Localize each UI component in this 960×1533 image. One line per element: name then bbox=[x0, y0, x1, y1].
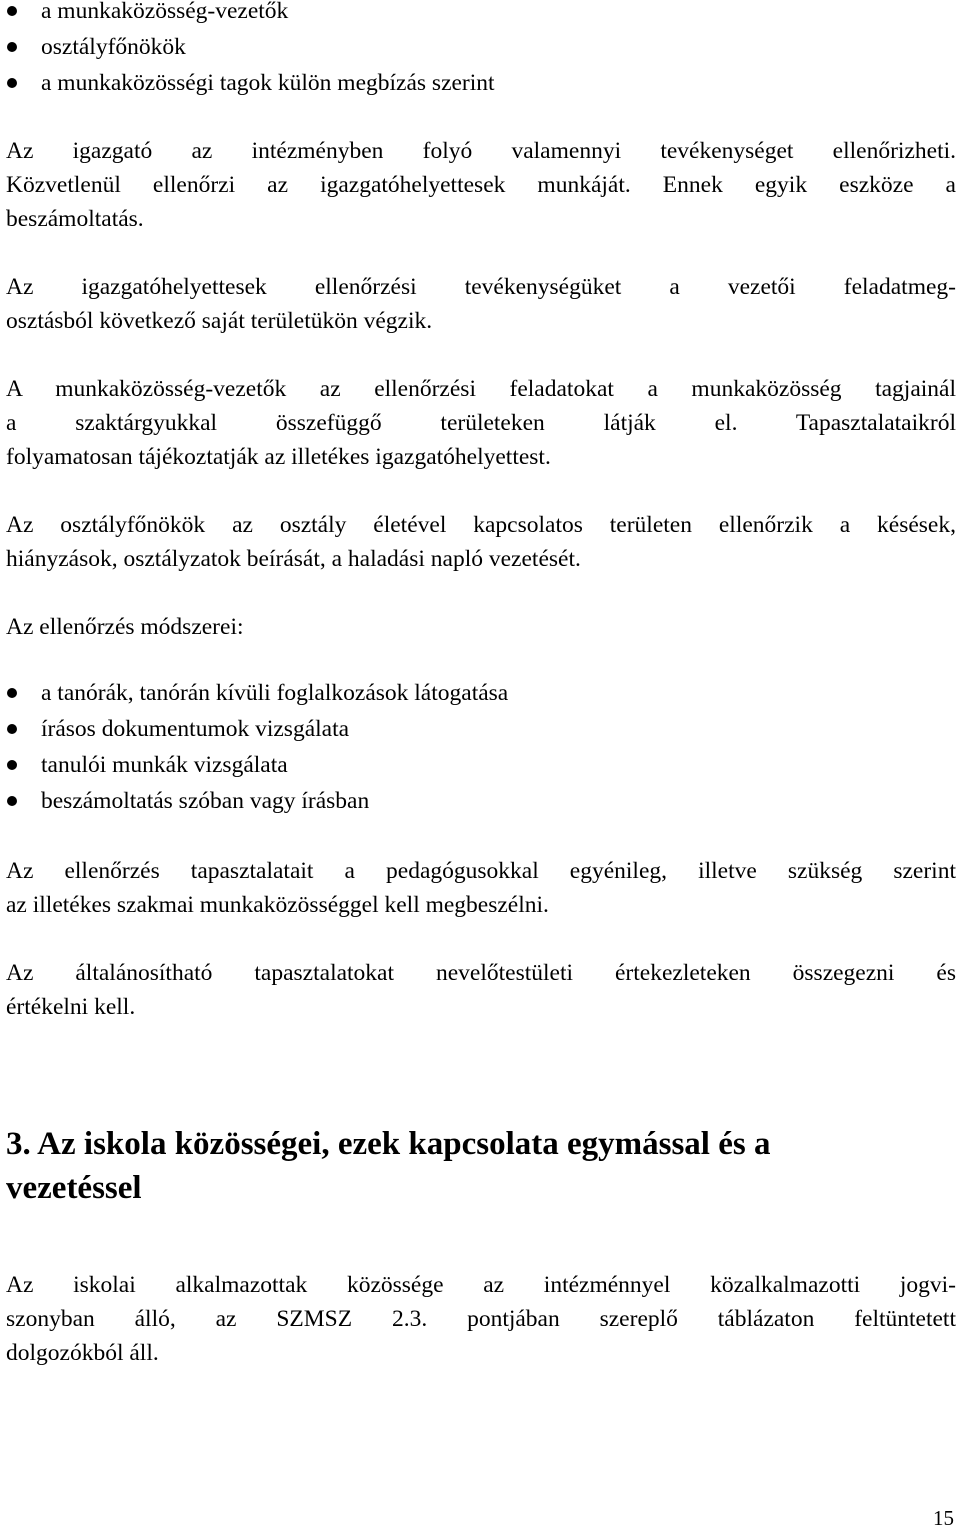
list-item-text: a tanórák, tanórán kívüli foglalkozások látogatása bbox=[41, 680, 509, 706]
list-item bbox=[0, 30, 950, 66]
paragraph-line: folyamatosan tájékoztatják az illetékes igazgatóhelyettest. bbox=[6, 444, 551, 470]
list-item bbox=[0, 66, 950, 102]
paragraph-line: Az iskolai alkalmazottak közössége az intézménnyel közalkalmazotti jogvi- bbox=[6, 1272, 956, 1298]
paragraph-line: dolgozókból áll. bbox=[6, 1340, 159, 1366]
paragraph-workgroup-leaders bbox=[6, 372, 956, 474]
list-item-text: osztályfőnökök bbox=[41, 34, 186, 60]
list-item-text: tanulói munkák vizsgálata bbox=[41, 752, 288, 778]
bullet-icon bbox=[7, 6, 17, 16]
section-heading bbox=[6, 1122, 956, 1210]
list-item bbox=[0, 676, 950, 712]
page-number: 15 bbox=[933, 1506, 954, 1530]
paragraph-line: szonyban álló, az SZMSZ 2.3. pontjában szereplő táblázaton feltüntetett bbox=[6, 1306, 956, 1332]
list-item bbox=[0, 0, 950, 30]
paragraph-line: Az ellenőrzés tapasztalatait a pedagógusokkal egyénileg, illetve szükség szerint bbox=[6, 858, 956, 884]
heading-line: 3. Az iskola közösségei, ezek kapcsolata egymással és a bbox=[6, 1126, 771, 1162]
list-item-text: a munkaközösségi tagok külön megbízás szerint bbox=[41, 70, 495, 96]
paragraph-experience-discussion bbox=[6, 854, 956, 922]
list-item bbox=[0, 784, 950, 820]
bullet-icon bbox=[7, 688, 17, 698]
list-item-text: írásos dokumentumok vizsgálata bbox=[41, 716, 350, 742]
paragraph-line: Az osztályfőnökök az osztály életével kapcsolatos területen ellenőrzik a késések, bbox=[6, 512, 956, 538]
paragraph-line: Az ellenőrzés módszerei: bbox=[6, 614, 244, 640]
paragraph-line: a szaktárgyukkal összefüggő területeken látják el. Tapasztalataikról bbox=[6, 410, 956, 436]
top-bullet-list bbox=[0, 0, 950, 102]
list-item bbox=[0, 712, 950, 748]
list-item bbox=[0, 748, 950, 784]
methods-intro bbox=[6, 610, 956, 644]
paragraph-line: Az igazgató az intézményben folyó valamennyi tevékenységet ellenőrizheti. bbox=[6, 138, 956, 164]
paragraph-line: beszámoltatás. bbox=[6, 206, 144, 232]
bullet-icon bbox=[7, 760, 17, 770]
paragraph-line: Az általánosítható tapasztalatokat nevelőtestületi értekezleteken összegezni és bbox=[6, 960, 956, 986]
list-item-text: beszámoltatás szóban vagy írásban bbox=[41, 788, 370, 814]
bullet-icon bbox=[7, 724, 17, 734]
bullet-icon bbox=[7, 42, 17, 52]
paragraph-general-experience bbox=[6, 956, 956, 1024]
paragraph-staff-community bbox=[6, 1268, 956, 1370]
bullet-icon bbox=[7, 796, 17, 806]
methods-bullet-list bbox=[0, 676, 950, 820]
paragraph-line: értékelni kell. bbox=[6, 994, 136, 1020]
paragraph-line: osztásból következő saját területükön végzik. bbox=[6, 308, 433, 334]
paragraph-line: az illetékes szakmai munkaközösséggel kell megbeszélni. bbox=[6, 892, 549, 918]
paragraph-line: A munkaközösség-vezetők az ellenőrzési feladatokat a munkaközösség tagjainál bbox=[6, 376, 956, 402]
paragraph-line: Az igazgatóhelyettesek ellenőrzési tevékenységüket a vezetői feladatmeg- bbox=[6, 274, 956, 300]
heading-line: vezetéssel bbox=[6, 1170, 142, 1206]
bullet-icon bbox=[7, 78, 17, 88]
paragraph-class-teachers bbox=[6, 508, 956, 576]
paragraph-line: hiányzások, osztályzatok beírását, a haladási napló vezetését. bbox=[6, 546, 581, 572]
list-item-text: a munkaközösség-vezetők bbox=[41, 0, 289, 24]
paragraph-line: Közvetlenül ellenőrzi az igazgatóhelyettesek munkáját. Ennek egyik eszköze a bbox=[6, 172, 956, 198]
paragraph-deputy-control bbox=[6, 270, 956, 338]
paragraph-director-control bbox=[6, 134, 956, 236]
